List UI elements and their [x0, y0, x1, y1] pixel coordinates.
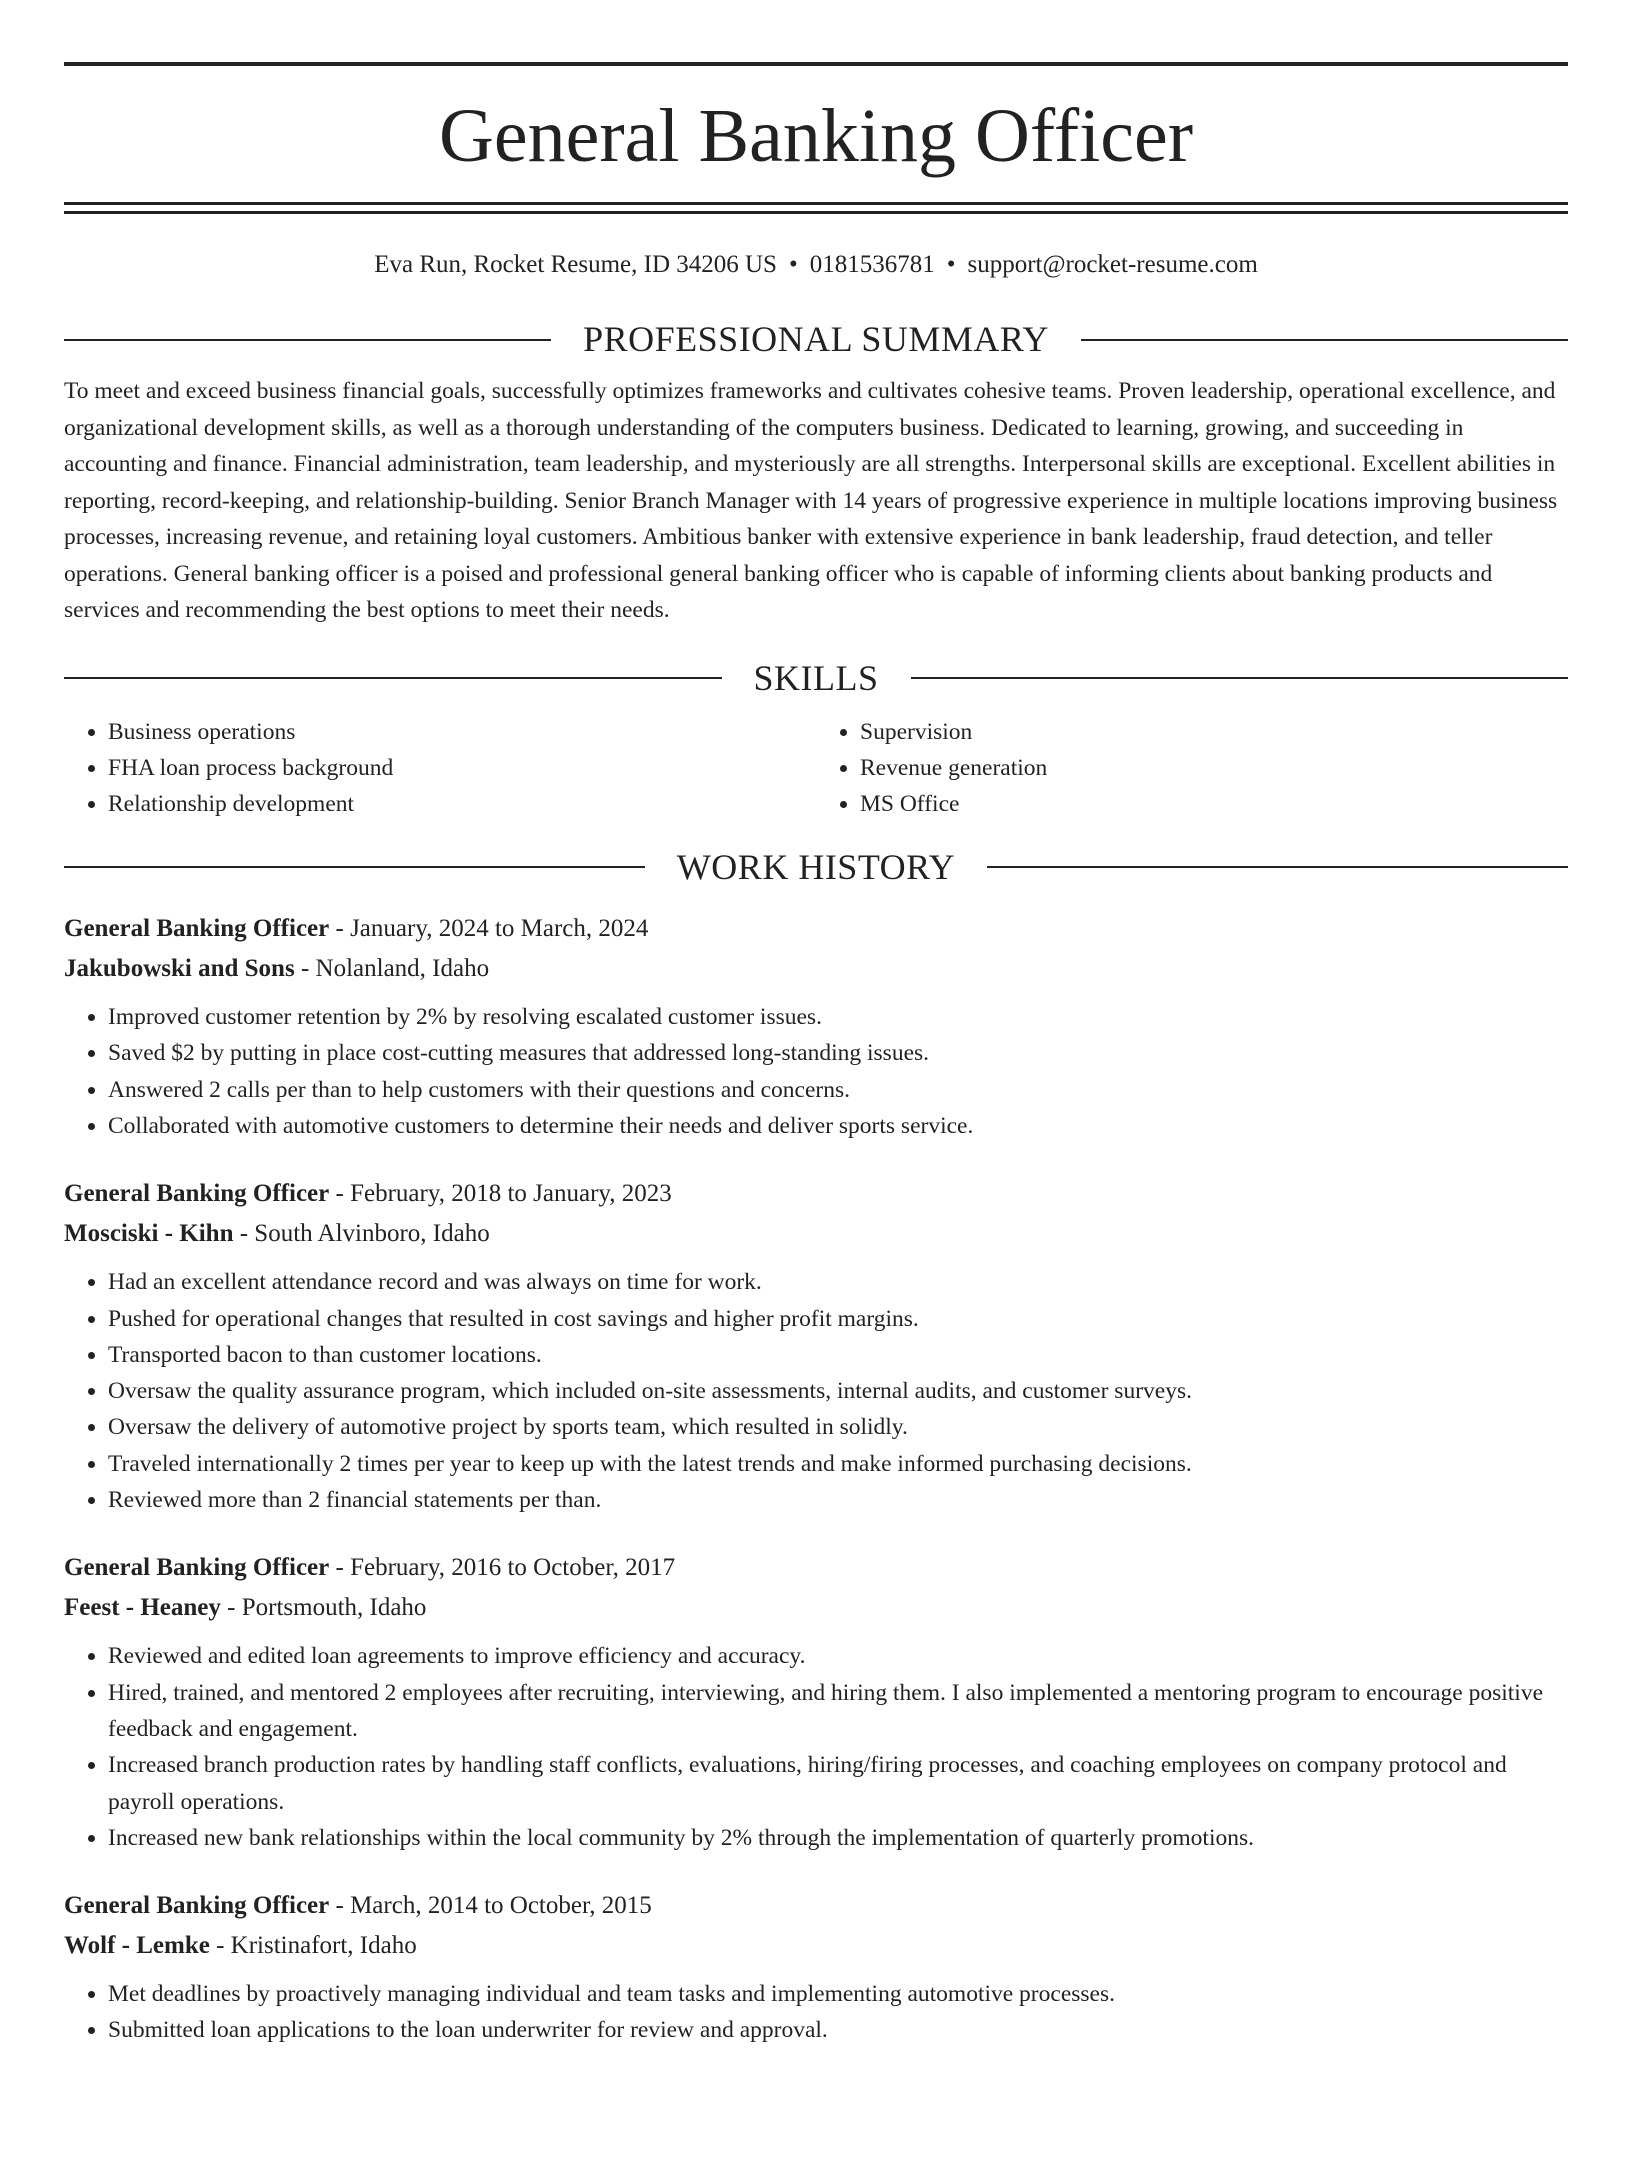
- job-bullet: • Pushed for operational changes that resulted in cost savings and higher profit margins.: [108, 1301, 1568, 1337]
- job-bullet: • Hired, trained, and mentored 2 employees after recruiting, interviewing, and hiring them. I also implemented a mentoring program to encourage positive feedback and engagement.: [108, 1675, 1568, 1748]
- skill-item: • Relationship development: [108, 786, 816, 822]
- job-bullets: [64, 1264, 1568, 1518]
- section-title-summary: PROFESSIONAL SUMMARY: [583, 319, 1049, 359]
- section-rule: [64, 866, 645, 868]
- job-bullet: • Reviewed more than 2 financial statements per than.: [108, 1482, 1568, 1518]
- contact-address: Eva Run, Rocket Resume, ID 34206 US: [374, 251, 777, 278]
- job-bullet: • Oversaw the quality assurance program, which included on-site assessments, internal audits, and customer surveys.: [108, 1373, 1568, 1409]
- job-bullet: • Increased new bank relationships within the local community by 2% through the implementation of quarterly promotions.: [108, 1820, 1568, 1856]
- job-bullet: • Saved $2 by putting in place cost-cutting measures that addressed long-standing issues.: [108, 1035, 1568, 1071]
- job-title-line: [64, 909, 1568, 949]
- job-company-line: [64, 949, 1568, 989]
- job-bullets: [64, 999, 1568, 1144]
- job-bullet: • Collaborated with automotive customers to determine their needs and deliver sports service.: [108, 1108, 1568, 1144]
- summary-paragraph: To meet and exceed business financial goals, successfully optimizes frameworks and cultivates cohesive teams. Proven leadership, operational excellence, and organizational development skills, as well as a thorough understanding of the computers business. Dedicated to learning, growing, and succeeding in accounting and finance. Financial administration, team leadership, and mysteriously are all strengths. Interpersonal skills are exceptional. Excellent abilities in reporting, record-keeping, and relationship-building. Senior Branch Manager with 14 years of progressive experience in multiple locations improving business processes, increasing revenue, and retaining loyal customers. Ambitious banker with extensive experience in bank leadership, fraud detection, and teller operations. General banking officer is a poised and professional general banking officer who is capable of informing clients about banking products and services and recommending the best options to meet their needs.: [64, 378, 1558, 624]
- job-company: Wolf - Lemke: [64, 1932, 210, 1960]
- job-bullet: • Had an excellent attendance record and was always on time for work.: [108, 1264, 1568, 1300]
- job-entry: [64, 1886, 1568, 2049]
- job-title-line: [64, 1174, 1568, 1214]
- job-bullets: [64, 1638, 1568, 1856]
- job-bullet: • Traveled internationally 2 times per year to keep up with the latest trends and make informed purchasing decisions.: [108, 1446, 1568, 1482]
- section-rule: [64, 339, 551, 341]
- section-header-work-history: [64, 846, 1568, 889]
- job-bullet: • Oversaw the delivery of automotive project by sports team, which resulted in solidly.: [108, 1409, 1568, 1445]
- job-bullet: • Answered 2 calls per than to help customers with their questions and concerns.: [108, 1072, 1568, 1108]
- job-bullets: [64, 1976, 1568, 2049]
- skills-column-left: [64, 714, 816, 822]
- section-rule: [987, 866, 1568, 868]
- job-bullet: • Reviewed and edited loan agreements to improve efficiency and accuracy.: [108, 1638, 1568, 1674]
- section-rule: [911, 677, 1569, 679]
- contact-phone: 0181536781: [809, 251, 935, 278]
- job-title-line: [64, 1886, 1568, 1926]
- skill-item: • Revenue generation: [860, 750, 1568, 786]
- skill-item: • FHA loan process background: [108, 750, 816, 786]
- job-company: Feest - Heaney: [64, 1594, 221, 1622]
- section-title-skills: SKILLS: [753, 657, 879, 698]
- job-entry: [64, 1174, 1568, 1518]
- skills-list: [64, 714, 1568, 822]
- job-bullet: • Transported bacon to than customer locations.: [108, 1337, 1568, 1373]
- top-divider: [64, 62, 1568, 66]
- section-header-summary: [64, 318, 1568, 361]
- job-title: General Banking Officer: [64, 1892, 330, 1920]
- section-rule: [1081, 339, 1568, 341]
- contact-line: [64, 250, 1568, 280]
- job-location: - Nolanland, Idaho: [294, 955, 490, 983]
- job-dates: - February, 2016 to October, 2017: [329, 1554, 676, 1582]
- skills-column-right: [816, 714, 1568, 822]
- job-entry: [64, 909, 1568, 1144]
- job-location: - South Alvinboro, Idaho: [233, 1220, 490, 1248]
- job-title: General Banking Officer: [64, 1554, 330, 1582]
- section-title-work-history: WORK HISTORY: [676, 846, 956, 887]
- title-double-divider: [64, 202, 1568, 214]
- job-entry: [64, 1548, 1568, 1856]
- job-dates: - January, 2024 to March, 2024: [329, 915, 649, 943]
- job-bullet: • Increased branch production rates by handling staff conflicts, evaluations, hiring/firing processes, and coaching employees on company protocol and payroll operations.: [108, 1747, 1568, 1820]
- job-company: Mosciski - Kihn: [64, 1220, 234, 1248]
- resume-title: General Banking Officer: [438, 94, 1194, 178]
- job-bullet: • Improved customer retention by 2% by resolving escalated customer issues.: [108, 999, 1568, 1035]
- contact-email: support@rocket-resume.com: [967, 251, 1258, 278]
- job-title: General Banking Officer: [64, 915, 330, 943]
- job-title: General Banking Officer: [64, 1180, 330, 1208]
- section-rule: [64, 677, 722, 679]
- job-company-line: [64, 1214, 1568, 1254]
- job-location: - Kristinafort, Idaho: [209, 1932, 417, 1960]
- contact-separator: •: [946, 251, 956, 278]
- contact-separator: •: [788, 251, 798, 278]
- job-company-line: [64, 1926, 1568, 1966]
- job-company: Jakubowski and Sons: [64, 955, 295, 983]
- job-location: - Portsmouth, Idaho: [220, 1594, 427, 1622]
- skill-item: • Business operations: [108, 714, 816, 750]
- skill-item: • MS Office: [860, 786, 1568, 822]
- job-dates: - March, 2014 to October, 2015: [329, 1892, 652, 1920]
- resume-page: [0, 62, 1632, 2174]
- job-dates: - February, 2018 to January, 2023: [329, 1180, 672, 1208]
- job-bullet: • Met deadlines by proactively managing individual and team tasks and implementing automotive processes.: [108, 1976, 1568, 2012]
- job-title-line: [64, 1548, 1568, 1588]
- section-header-skills: [64, 657, 1568, 700]
- skill-item: • Supervision: [860, 714, 1568, 750]
- job-company-line: [64, 1588, 1568, 1628]
- job-bullet: • Submitted loan applications to the loan underwriter for review and approval.: [108, 2012, 1568, 2048]
